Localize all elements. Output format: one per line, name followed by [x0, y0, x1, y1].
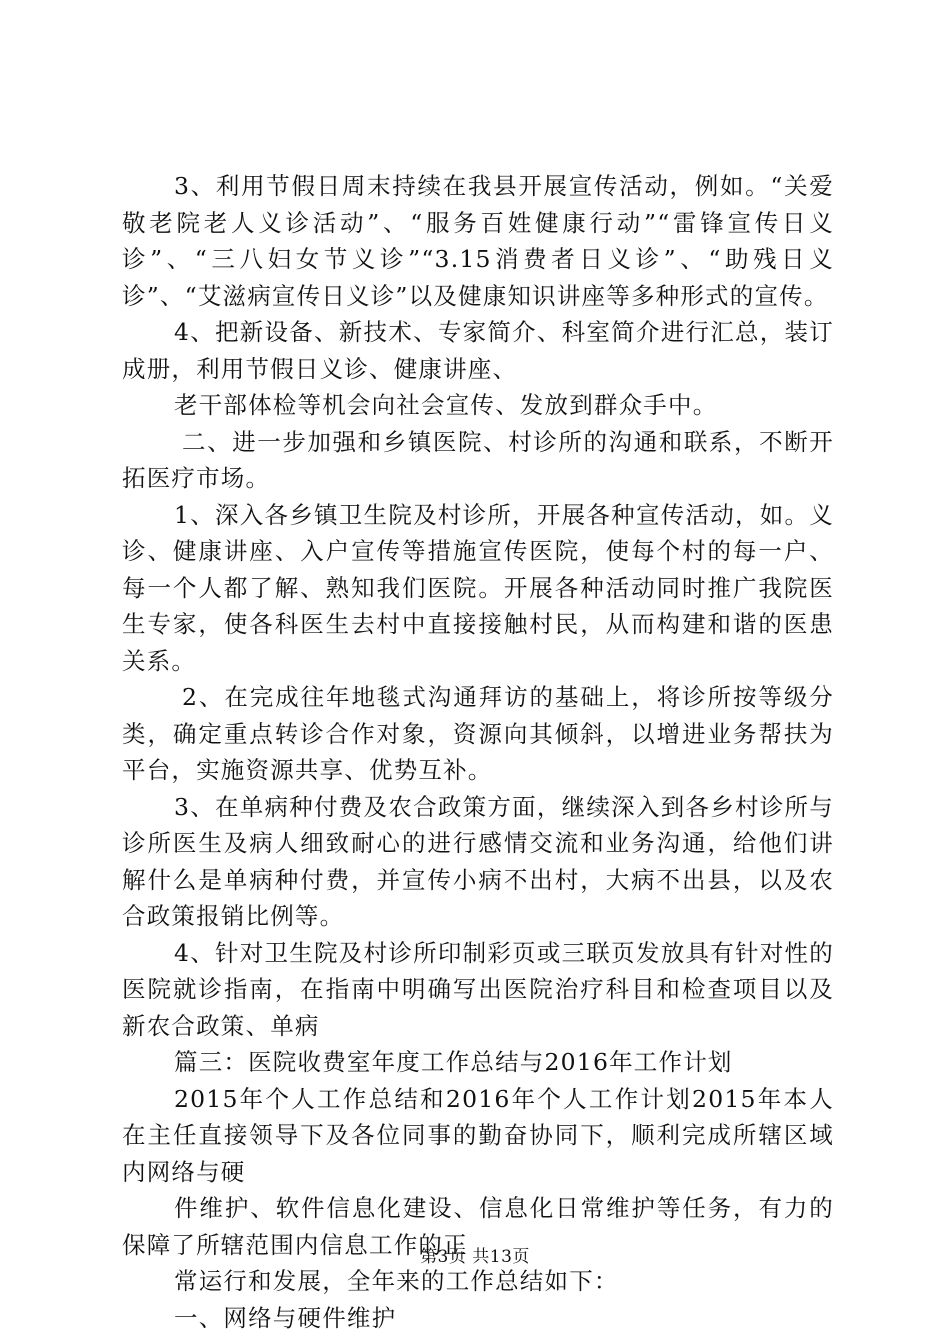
document-body — [122, 168, 834, 1336]
page-number-footer: 第3页 共13页 — [420, 1247, 530, 1267]
paragraph-hospital-guide: 4、针对卫生院及村诊所印制彩页或三联页发放具有针对性的医院就诊指南，在指南中明确写出医院治疗科目和检查项目以及新农合政策、单病 — [122, 938, 834, 1040]
section-heading-strengthen-contact: 二、进一步加强和乡镇医院、村诊所的沟通和联系，不断开拓医疗市场。 — [122, 427, 834, 492]
paragraph-compile-brochure: 4、把新设备、新技术、专家简介、科室简介进行汇总，装订成册，利用节假日义诊、健康讲座、 — [122, 318, 834, 383]
paragraph-personal-summary: 2015年个人工作总结和2016年个人工作计划2015年本人在主任直接领导下及各位同事的勤奋协同下，顺利完成所辖区域内网络与硬 — [122, 1084, 834, 1186]
paragraph-summary-intro: 常运行和发展，全年来的工作总结如下： — [174, 1267, 619, 1295]
paragraph-publicity-activities: 3、利用节假日周末持续在我县开展宣传活动，例如。“关爱敬老院老人义诊活动”、“服务百姓健康行动”“雷锋宣传日义诊”、“三八妇女节义诊”“3.15消费者日义诊”、“助残日义诊”、“艾滋病宣传日义诊”以及健康知识讲座等多种形式的宣传。 — [122, 172, 834, 310]
paragraph-village-clinics: 1、深入各乡镇卫生院及村诊所，开展各种宣传活动，如。义诊、健康讲座、入户宣传等措施宣传医院，使每个村的每一户、每一个人都了解、熟知我们医院。开展各种活动同时推广我院医生专家，使各科医生去村中直接接触村民，从而构建和谐的医患关系。 — [122, 500, 834, 675]
paragraph-cadre-checkup: 老干部体检等机会向社会宣传、发放到群众手中。 — [174, 391, 718, 419]
paragraph-referral-partners: 2、在完成往年地毯式沟通拜访的基础上，将诊所按等级分类，确定重点转诊合作对象，资源向其倾斜，以增进业务帮扶为平台，实施资源共享、优势互补。 — [122, 683, 834, 784]
section-heading-network-hardware: 一、网络与硬件维护 — [174, 1303, 397, 1332]
paragraph-single-disease-payment: 3、在单病种付费及农合政策方面，继续深入到各乡村诊所与诊所医生及病人细致耐心的进行感情交流和业务沟通，给他们讲解什么是单病种付费，并宣传小病不出村，大病不出县，以及农合政策报销比例等。 — [122, 792, 834, 930]
paragraph-software-maintenance: 件维护、软件信息化建设、信息化日常维护等任务，有力的保障了所辖范围内信息工作的正 — [122, 1194, 834, 1259]
article-title-part-three: 篇三：医院收费室年度工作总结与2016年工作计划 — [174, 1048, 733, 1076]
